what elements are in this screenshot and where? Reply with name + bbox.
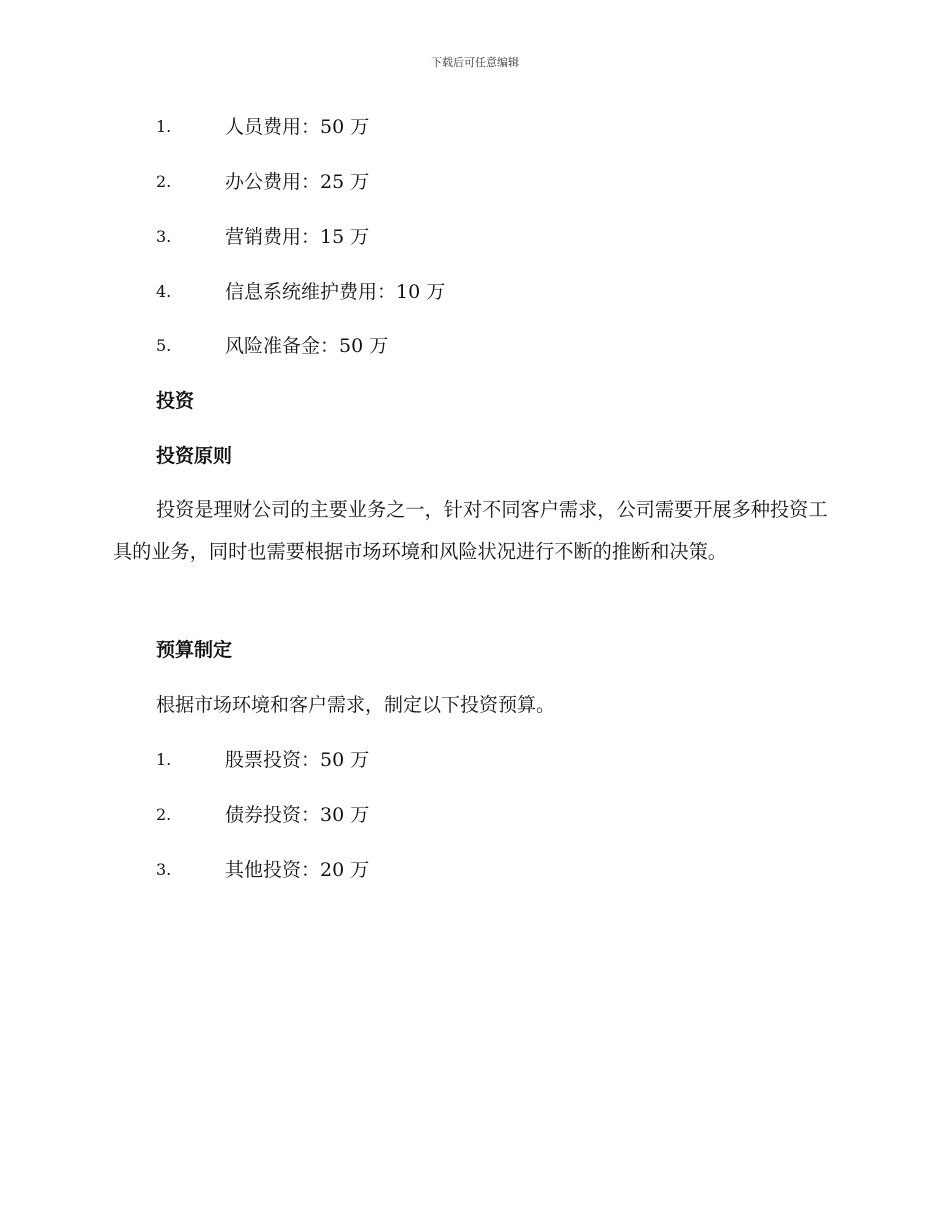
list-item-text: 股票投资：50 万	[225, 749, 370, 771]
list-item-number: 1.	[156, 750, 172, 769]
list-item-number: 2.	[156, 805, 172, 824]
list-item-number: 1.	[156, 117, 172, 136]
list-item-text: 营销费用：15 万	[225, 226, 370, 248]
list-item-text: 债券投资：30 万	[225, 804, 370, 826]
list-item-text: 人员费用：50 万	[225, 116, 370, 138]
list-item-number: 2.	[156, 172, 172, 191]
list-item-number: 4.	[156, 282, 172, 301]
header-note: 下载后可任意编辑	[431, 56, 519, 69]
list-item-text: 风险准备金：50 万	[225, 335, 389, 357]
list-item-number: 3.	[156, 227, 172, 246]
list-item-number: 5.	[156, 336, 172, 355]
list-item-text: 信息系统维护费用：10 万	[225, 281, 446, 303]
section-title: 投资	[156, 390, 195, 412]
list-item-number: 3.	[156, 860, 172, 879]
list-item-text: 办公费用：25 万	[225, 171, 370, 193]
principle-heading: 投资原则	[156, 445, 233, 467]
budget-heading: 预算制定	[156, 639, 233, 661]
principle-paragraph: 投资是理财公司的主要业务之一，针对不同客户需求，公司需要开展多种投资工具的业务，同时也需要根据市场环境和风险状况进行不断的推断和决策。	[113, 498, 828, 563]
budget-intro: 根据市场环境和客户需求，制定以下投资预算。	[156, 694, 556, 716]
list-item-text: 其他投资：20 万	[225, 859, 370, 881]
